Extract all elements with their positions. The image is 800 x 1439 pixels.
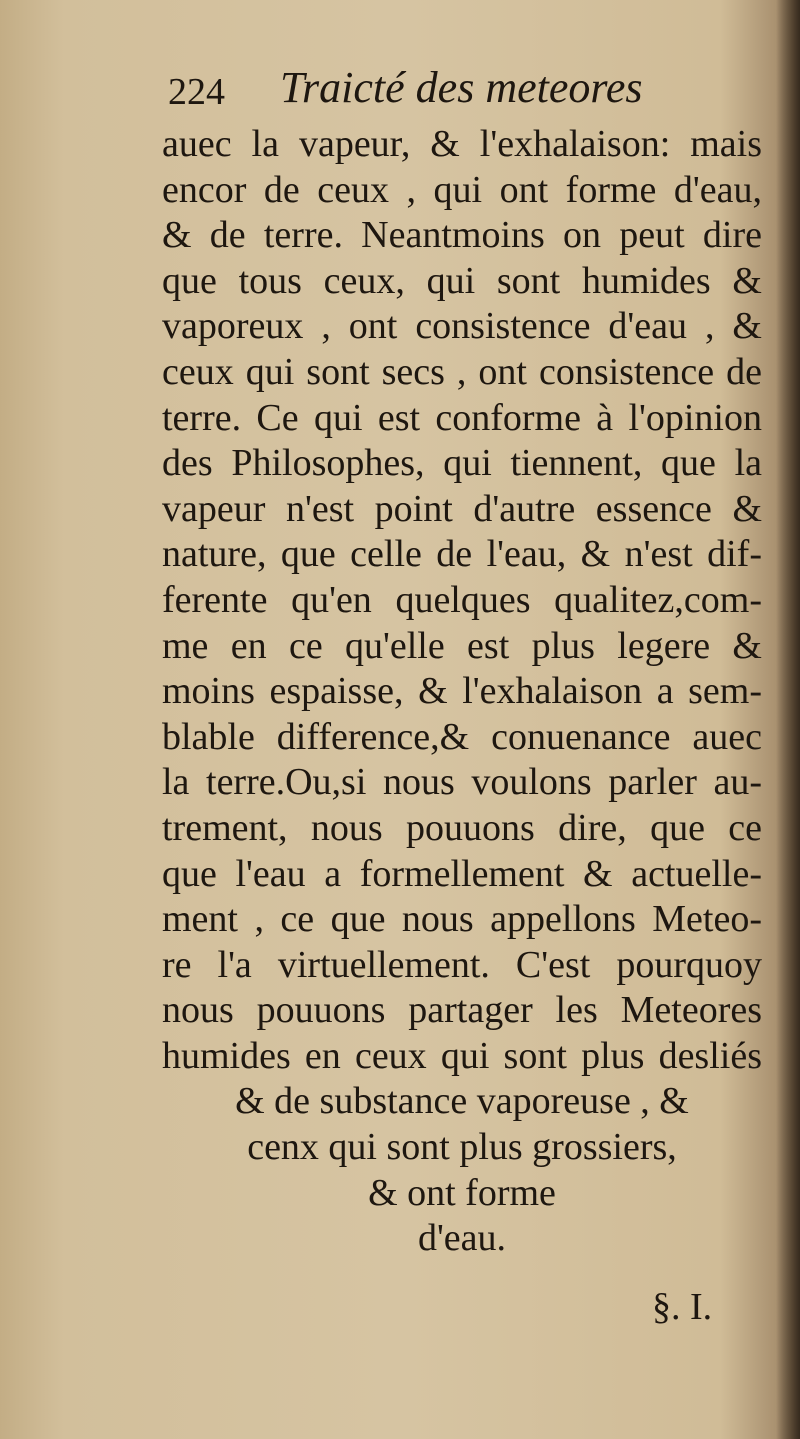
text-line: humides en ceux qui sont plus desliés <box>162 1034 762 1077</box>
text-line: ceux qui sont secs , ont consistence de <box>162 350 762 393</box>
text-line: auec la vapeur, & l'exhalaison: mais <box>162 123 762 165</box>
page-header <box>168 62 768 122</box>
text-line: & de terre. Neantmoins on peut dire <box>162 214 762 257</box>
text-line: & de substance vaporeuse , & <box>235 1080 689 1123</box>
page-spine-shadow <box>776 0 800 1439</box>
text-line: nous pouuons partager les Meteores <box>162 989 762 1032</box>
text-line: que tous ceux, qui sont humides & <box>162 259 762 302</box>
text-line: des Philosophes, qui tiennent, que la <box>162 442 762 485</box>
text-line: me en ce qu'elle est plus legere & <box>162 624 762 667</box>
text-line: re l'a virtuellement. C'est pourquoy <box>162 943 762 986</box>
text-line: vaporeux , ont consistence d'eau , & <box>162 305 762 348</box>
text-line: ferente qu'en quelques qualitez,com- <box>162 578 762 621</box>
text-line: moins espaisse, & l'exhalaison a sem- <box>162 670 762 713</box>
text-line: ment , ce que nous appellons Meteo- <box>162 898 762 941</box>
text-line: encor de ceux , qui ont forme d'eau, <box>162 168 762 211</box>
text-line: nature, que celle de l'eau, & n'est dif- <box>162 533 762 576</box>
text-line: d'eau. <box>417 1217 507 1260</box>
text-line: trement, nous pouuons dire, que ce <box>162 806 762 849</box>
text-line: cenx qui sont plus grossiers, <box>247 1126 677 1169</box>
text-line: & ont forme <box>368 1171 556 1214</box>
text-line: que l'eau a formellement & actuelle- <box>162 852 762 895</box>
text-line: la terre.Ou,si nous voulons parler au- <box>162 761 762 804</box>
body-text <box>162 122 762 1262</box>
running-title: Traicté des meteores <box>280 63 643 112</box>
catchword: §. I. <box>652 1286 713 1328</box>
text-line: blable difference,& conuenance auec <box>162 715 762 758</box>
text-line: terre. Ce qui est conforme à l'opinion <box>162 396 762 439</box>
text-line: vapeur n'est point d'autre essence & <box>162 487 762 530</box>
page-number: 224 <box>168 71 225 113</box>
